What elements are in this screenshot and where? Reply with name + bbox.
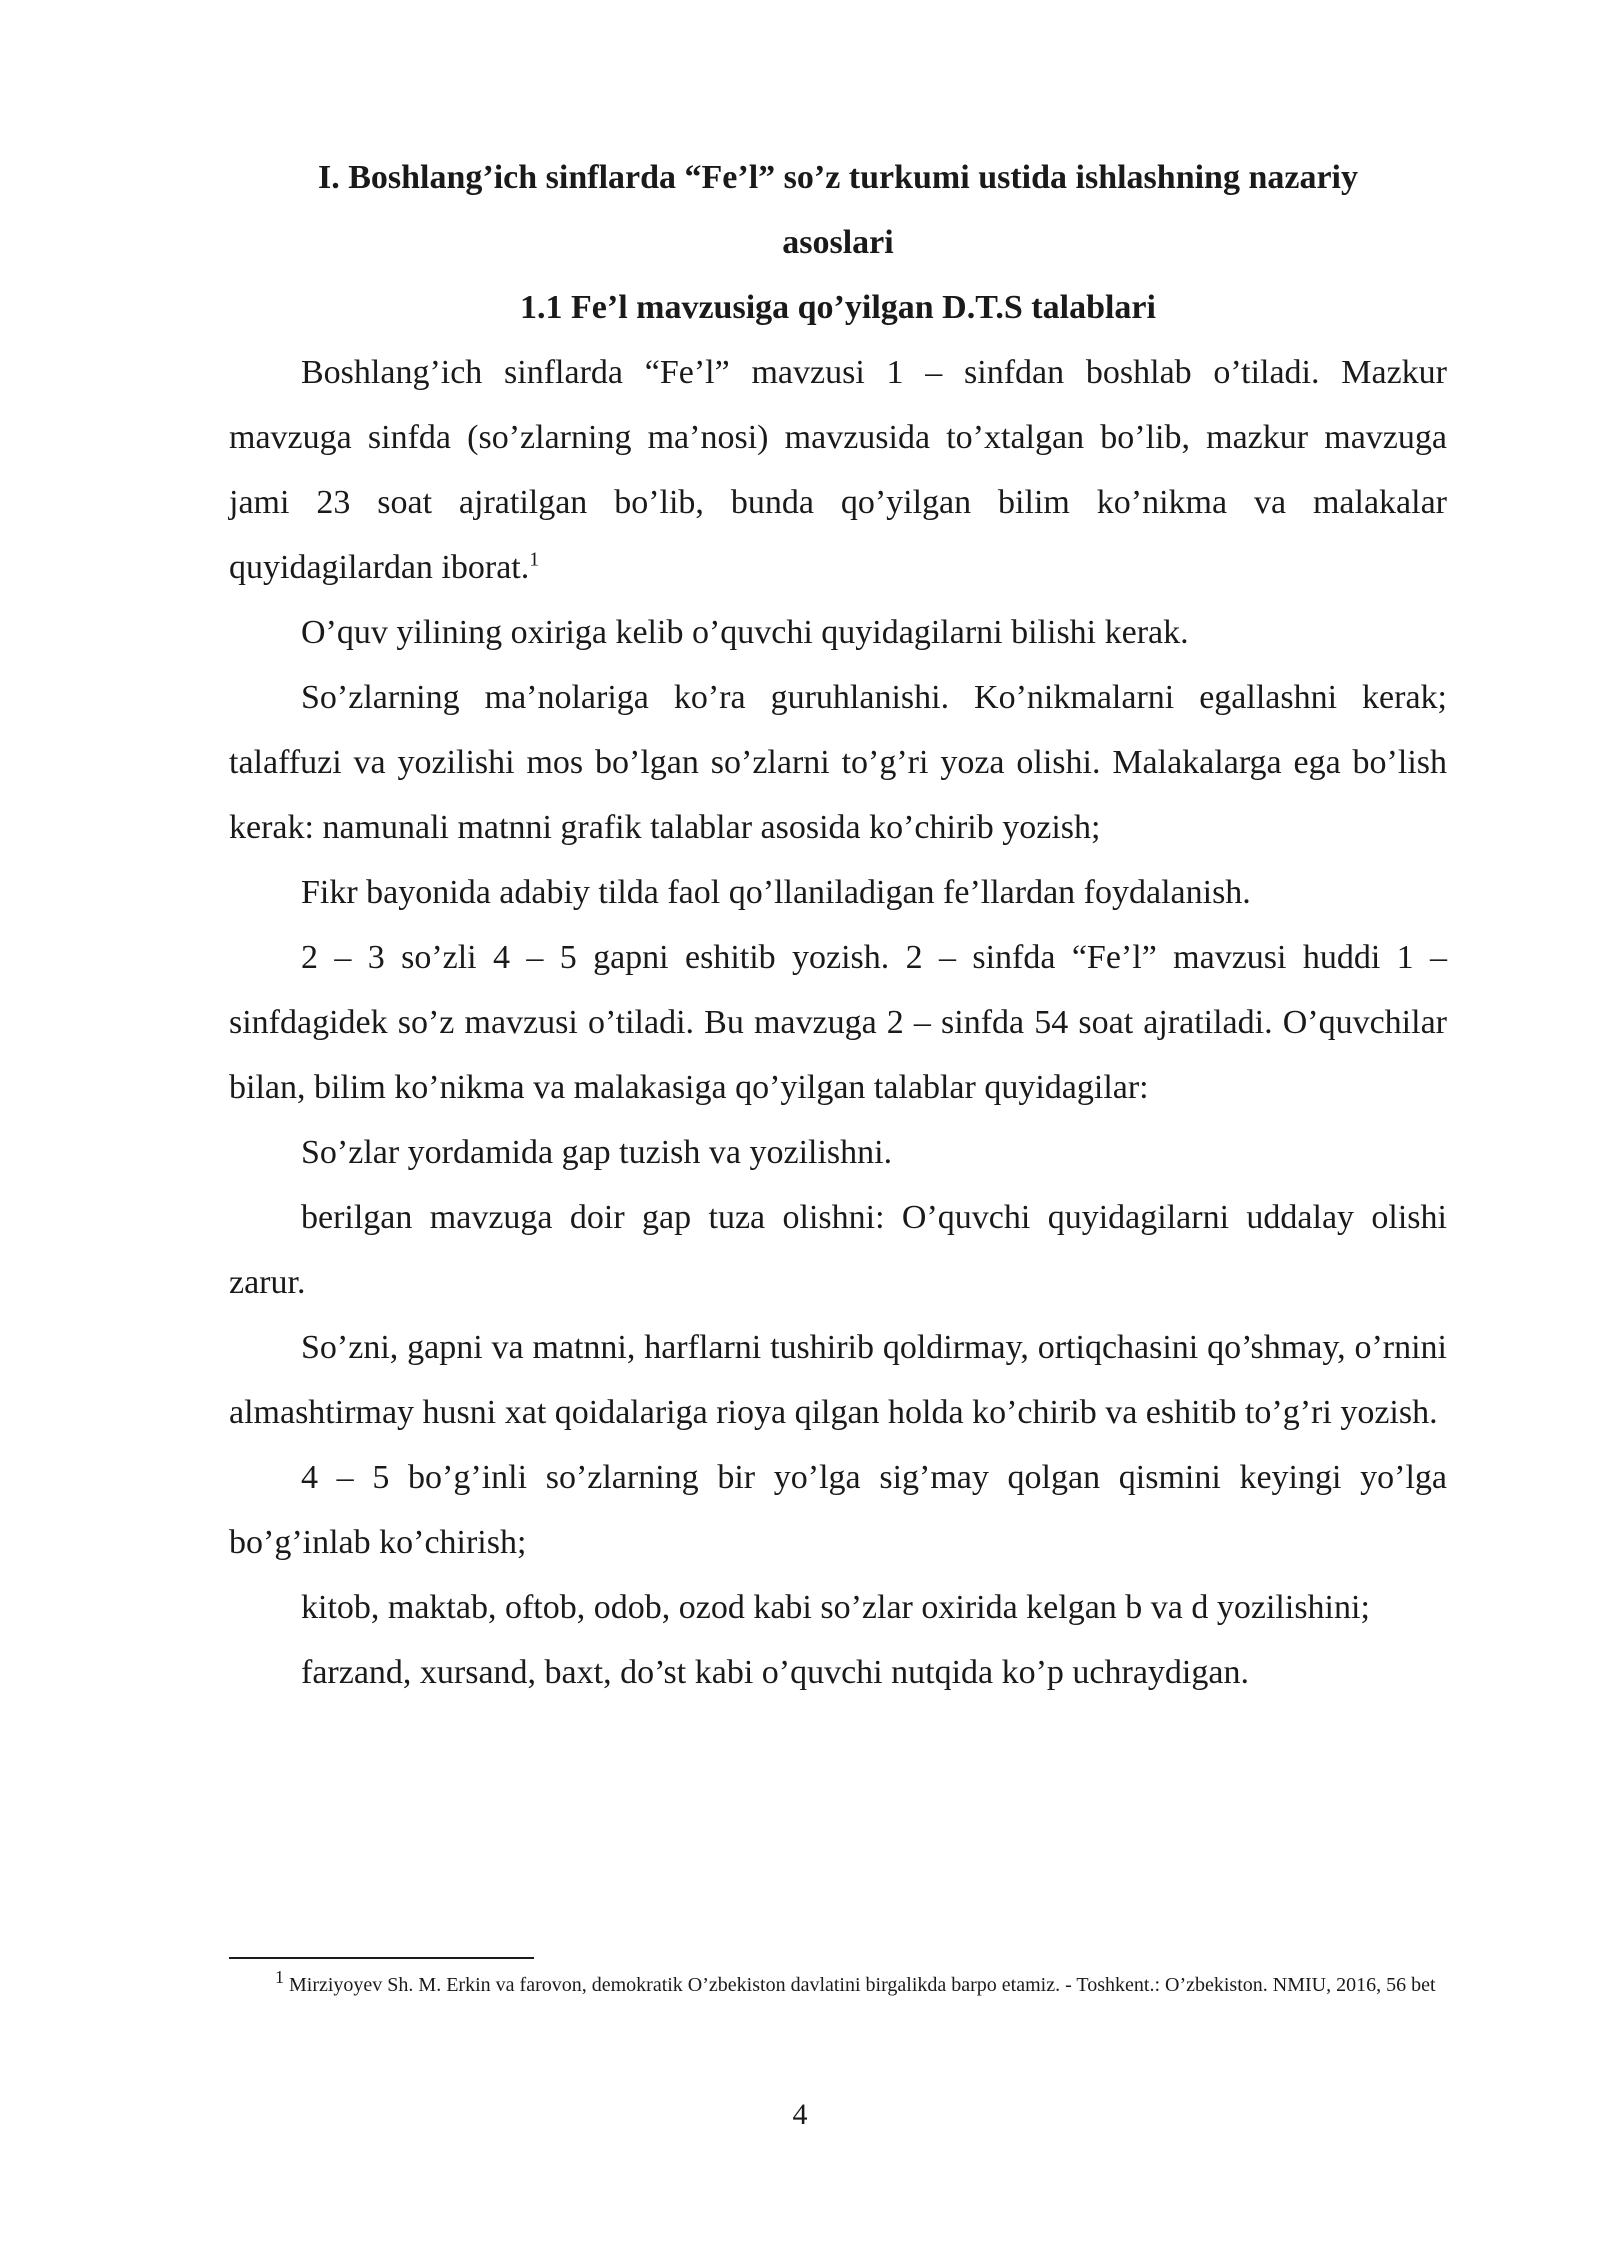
paragraph: So’zni, gapni va matnni, harflarni tushirib qoldirmay, ortiqchasini qo’shmay, o’rnini almashtirmay husni xat qoidalariga rioya qilgan holda ko’chirib va eshitib to’g’ri yozish. xyxy=(229,1329,1447,1431)
paragraph: So’zlar yordamida gap tuzish va yozilishni. xyxy=(301,1134,893,1171)
paragraph: berilgan mavzuga doir gap tuza olishni: O’quvchi quyidagilarni uddalay olishi zarur. xyxy=(229,1199,1447,1301)
footnote-separator xyxy=(229,1957,534,1959)
paragraph: Fikr bayonida adabiy tilda faol qo’llaniladigan fe’llardan foydalanish. xyxy=(301,874,1251,911)
paragraph: kitob, maktab, oftob, odob, ozod kabi so’zlar oxirida kelgan b va d yozilishini; xyxy=(301,1589,1370,1626)
paragraph: 4 – 5 bo’g’inli so’zlarning bir yo’lga sig’may qolgan qismini keyingi yo’lga bo’g’inlab ko’chirish; xyxy=(229,1459,1447,1561)
page-content xyxy=(229,145,1447,1705)
footnote-reference: 1 xyxy=(529,548,540,571)
chapter-title-line-2: asoslari xyxy=(782,224,894,261)
paragraph: farzand, xursand, baxt, do’st kabi o’quvchi nutqida ko’p uchraydigan. xyxy=(301,1654,1249,1691)
paragraph: 2 – 3 so’zli 4 – 5 gapni eshitib yozish. 2 – sinfda “Fe’l” mavzusi huddi 1 – sinfdagidek so’z mavzusi o’tiladi. Bu mavzuga 2 – sinfda 54 soat ajratiladi. O’quvchilar bilan, bilim ko’nikma va malakasiga qo’yilgan talablar quyidagilar: xyxy=(229,939,1447,1106)
paragraph-text: Boshlang’ich sinflarda “Fe’l” mavzusi 1 – sinfdan boshlab o’tiladi. Mazkur mavzuga sinfda (so’zlarning ma’nosi) mavzusida to’xtalgan bo’lib, mazkur mavzuga jami 23 soat ajratilgan bo’lib, bunda qo’yilgan bilim ko’nikma va malakalar quyidagilardan iborat. xyxy=(229,354,1447,586)
footnote xyxy=(229,1964,1447,2006)
chapter-title xyxy=(229,145,1447,275)
footnote-number: 1 xyxy=(275,1967,284,1987)
chapter-title-line-1: I. Boshlang’ich sinflarda “Fe’l” so’z turkumi ustida ishlashning nazariy xyxy=(317,159,1358,196)
paragraph: So’zlarning ma’nolariga ko’ra guruhlanishi. Ko’nikmalarni egallashni kerak; talaffuzi va yozilishi mos bo’lgan so’zlarni to’g’ri yoza olishi. Malakalarga ega bo’lish kerak: namunali matnni grafik talablar asosida ko’chirib yozish; xyxy=(229,679,1447,846)
footnote-text: Mirziyoyev Sh. M. Erkin va farovon, demokratik O’zbekiston davlatini birgalikda barpo etamiz. - Toshkent.: O’zbekiston. NMIU, 2016, 56 bet xyxy=(289,1974,1436,1996)
section-title: 1.1 Fe’l mavzusiga qo’yilgan D.T.S talablari xyxy=(520,289,1156,326)
page-number: 4 xyxy=(792,2098,808,2131)
paragraph xyxy=(229,340,1447,600)
paragraph: O’quv yilining oxiriga kelib o’quvchi quyidagilarni bilishi kerak. xyxy=(301,614,1189,651)
